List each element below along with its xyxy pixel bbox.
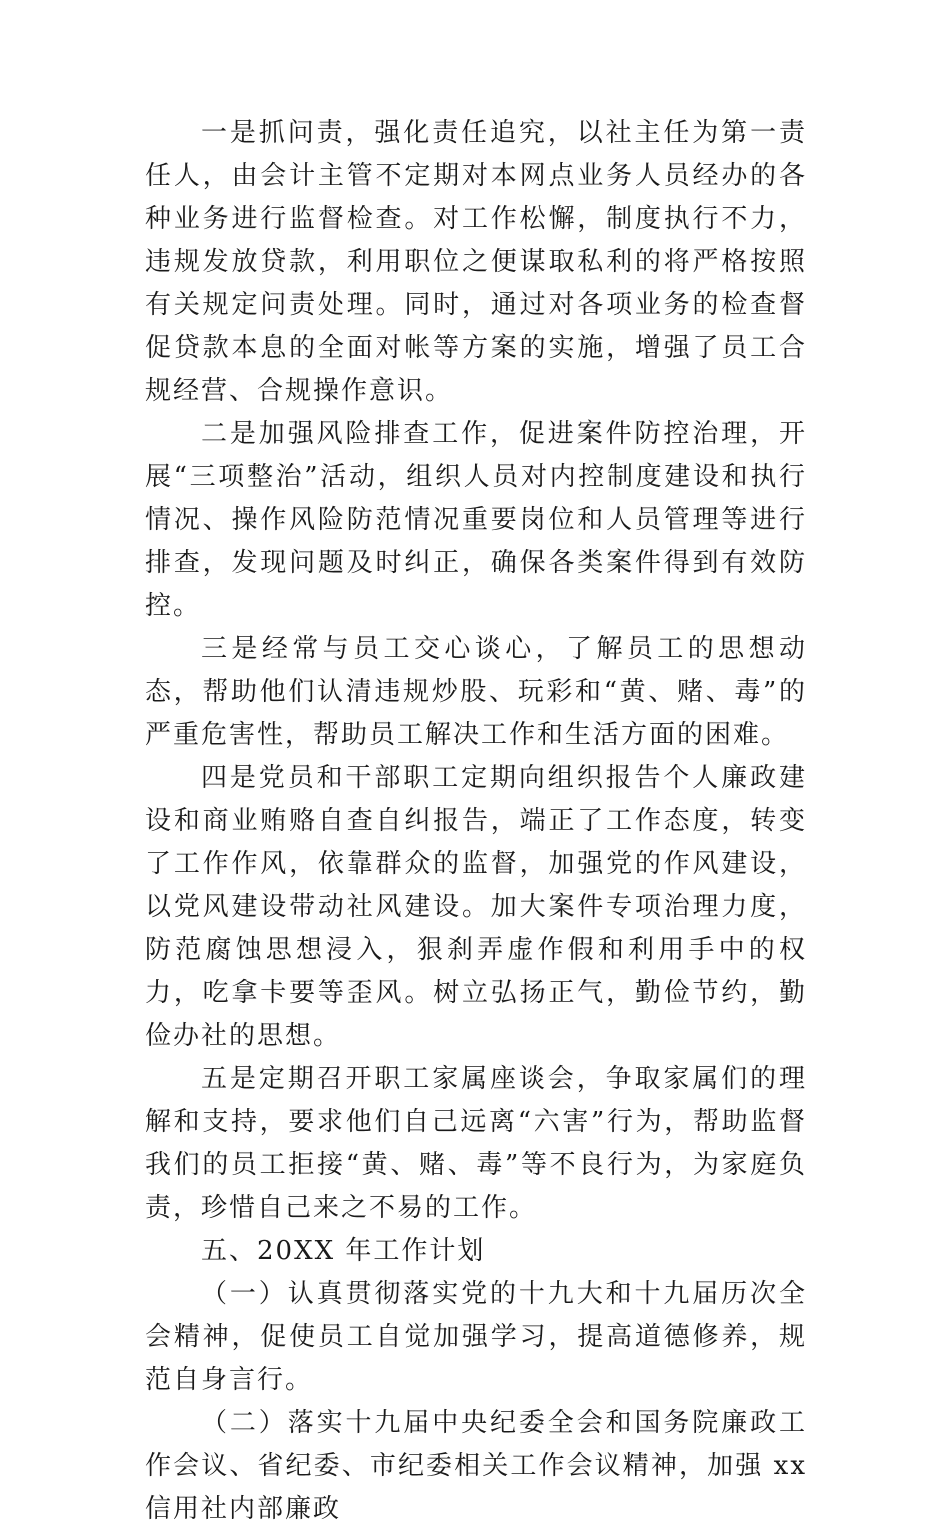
paragraph-family-meeting: 五是定期召开职工家属座谈会，争取家属们的理解和支持，要求他们自己远离“六害”行为，帮助监督我们的员工拒接“黄、赌、毒”等不良行为，为家庭负责，珍惜自己来之不易的工作。 [145,1064,807,1223]
paragraph-risk-inspection: 二是加强风险排查工作，促进案件防控治理，开展“三项整治”活动，组织人员对内控制度建设和执行情况、操作风险防范情况重要岗位和人员管理等进行排查，发现问题及时纠正，确保各类案件得到有效防控。 [145,419,807,621]
section-heading-work-plan: 五、20XX 年工作计划 [201,1236,486,1266]
paragraph-integrity-report: 四是党员和干部职工定期向组织报告个人廉政建设和商业贿赂自查自纠报告，端正了工作态度，转变了工作作风，依靠群众的监督，加强党的作风建设，以党风建设带动社风建设。加大案件专项治理力度，防范腐蚀思想浸入，狠刹弄虚作假和利用手中的权力，吃拿卡要等歪风。树立弘扬正气，勤俭节约，勤俭办社的思想。 [145,763,807,1051]
paragraph-accountability: 一是抓问责，强化责任追究，以社主任为第一责任人，由会计主管不定期对本网点业务人员经办的各种业务进行监督检查。对工作松懈，制度执行不力，违规发放贷款，利用职位之便谋取私利的将严格按照有关规定问责处理。同时，通过对各项业务的检查督促贷款本息的全面对帐等方案的实施，增强了员工合规经营、合规操作意识。 [145,118,807,406]
paragraph-staff-communication: 三是经常与员工交心谈心，了解员工的思想动态，帮助他们认清违规炒股、玩彩和“黄、赌、毒”的严重危害性，帮助员工解决工作和生活方面的困难。 [145,634,807,750]
paragraph-plan-item-2: （二）落实十九届中央纪委全会和国务院廉政工作会议、省纪委、市纪委相关工作会议精神，加强 xx 信用社内部廉政 [145,1408,807,1524]
document-body [145,112,807,1531]
paragraph-plan-item-1: （一）认真贯彻落实党的十九大和十九届历次全会精神，促使员工自觉加强学习，提高道德修养，规范自身言行。 [145,1279,807,1395]
